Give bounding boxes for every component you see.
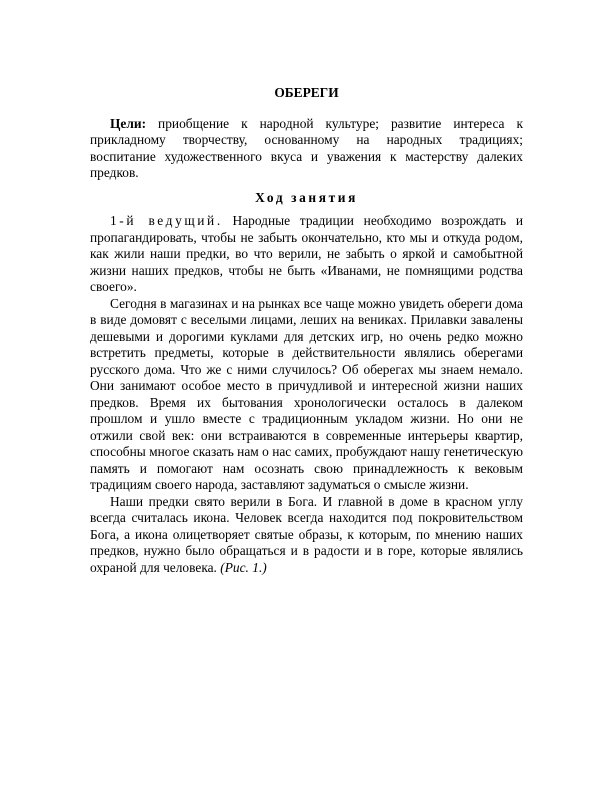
paragraph-amulets-today xyxy=(90,296,523,494)
paragraph-text: Народные традиции необходимо возрождать и пропагандировать, чтобы не забыть окончательно, кто мы и откуда родом, как жили наши предки, во что верили, не забыть о яркой и самобытной жизни наших предков, чтобы не быть «Иванами, не помнящими родства своего». xyxy=(90,213,523,294)
presenter-label: 1-й ведущий. xyxy=(110,213,223,228)
lesson-subtitle: Ход занятия xyxy=(255,189,358,205)
paragraph-icon-belief xyxy=(90,494,523,577)
figure-reference: (Рис. 1.) xyxy=(220,559,267,575)
paragraph-text: Наши предки свято верили в Бога. И главной в доме в красном углу всегда считалась икона. Человек всегда находится под покровительством Бога, а икона олицетворяет святые образы, к которым, по мнению наших предков, нужно было обращаться и в радости и в горе, которые являлись охраной для человека. xyxy=(90,493,523,575)
goals-label: Цели: xyxy=(110,115,147,131)
document-content xyxy=(90,85,523,576)
goals-paragraph xyxy=(90,116,523,182)
goals-text: приобщение к народной культуре; развитие интереса к прикладному творчеству, основанному на народных традициях; воспитание художественного вкуса и уважения к мастерству далеких предков. xyxy=(90,115,523,180)
paragraph-presenter-intro xyxy=(90,213,523,296)
paragraph-text: Сегодня в магазинах и на рынках все чаще можно увидеть обереги дома в виде домовят с веселыми лицами, леших на вениках. Прилавки завалены дешевыми и дорогими куклами для детских игр, но очень редко можно встретить предметы, которые в действительности являлись оберегами русского дома. Что же с ними случилось? Об оберегах мы знаем немало. Они занимают особое место в причудливой и интересной жизни наших предков. Время их бытования хронологически осталось в далеком прошлом и ушло вместе с традиционным укладом жизни. Но они не отжили свой век: они встраиваются в современные интерьеры квартир, способны многое сказать нам о нас самих, пробуждают нашу генетическую память и помогают нам осознать свою принадлежность к вековым традициям своего народа, заставляют задуматься о смысле жизни. xyxy=(90,295,523,492)
document-title: ОБЕРЕГИ xyxy=(274,85,339,100)
